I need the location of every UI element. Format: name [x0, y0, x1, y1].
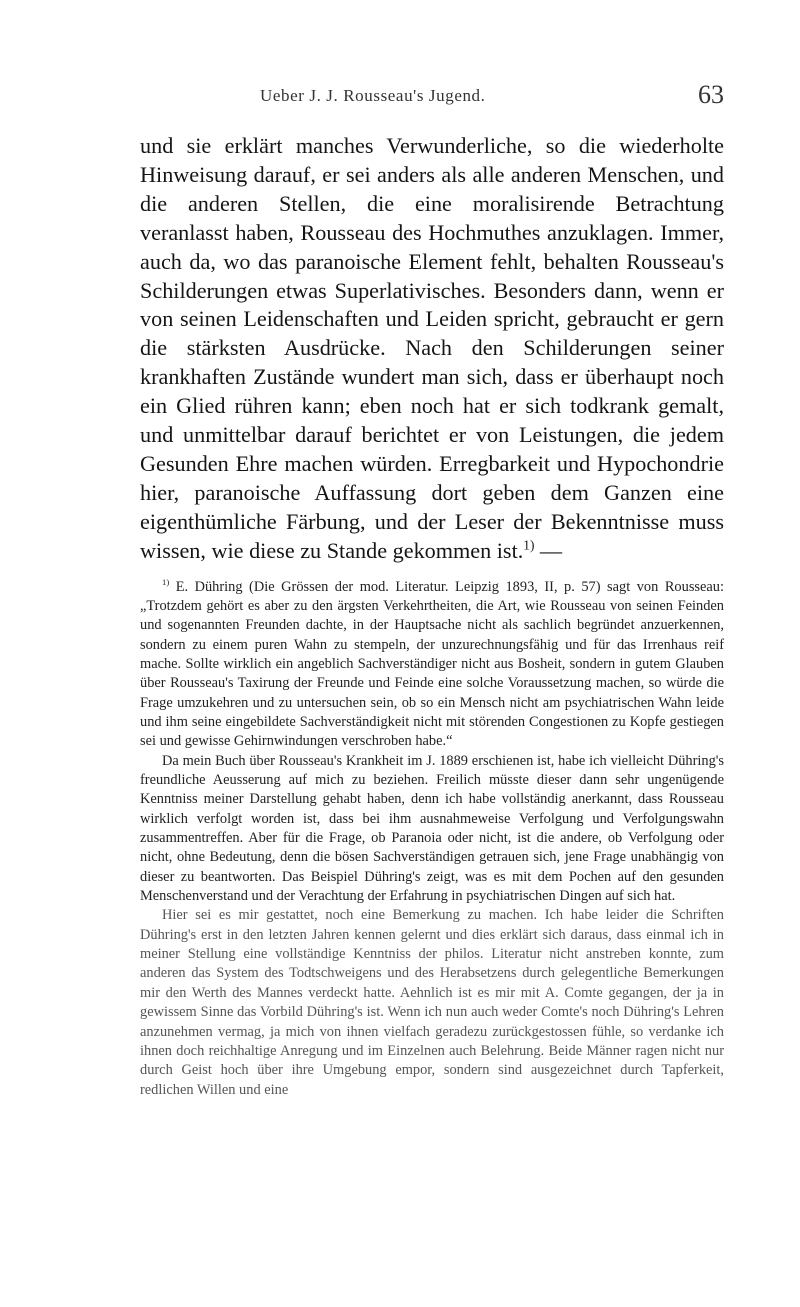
footnote-marker: 1) — [162, 576, 170, 587]
page-number: 63 — [698, 80, 724, 109]
footnote-1 — [140, 578, 724, 752]
main-paragraph — [140, 132, 724, 566]
running-title: Ueber J. J. Rousseau's Jugend. — [260, 86, 486, 105]
footnote-1-text: E. Dühring (Die Grössen der mod. Literatur. Leipzig 1893, II, p. 57) sagt von Rousseau: „Trotzdem gehört es aber zu den ärgsten Verkehrtheiten, die Art, wie Rousseau von seinen Feinden und sogenannten Freunden dachte, in der Hauptsache nicht als sachlich begründet anzuerkennen, sondern zu einem puren Wahn zu stempeln, der unzurechnungsfähig und für das Irrenhaus reif mache. Sollte wirklich ein angeblich Sachverständiger nicht aus Bosheit, sondern in gutem Glauben über Rousseau's Taxirung der Freunde und Feinde eine solche Voraussetzung machen, so würde die Frage umzukehren und zu untersuchen sein, ob so ein Mensch nicht am psychiatrischen Wahn leide und ihm seine eingebildete Sachverständigkeit nicht mit störenden Congestionen zu Kopfe gestiegen sei und gewisse Gehirnwindungen verschroben habe.“ — [140, 578, 724, 750]
main-paragraph-text: und sie erklärt manches Verwunderliche, so die wiederholte Hinweisung darauf, er sei anders als alle anderen Menschen, und die anderen Stellen, die eine moralisirende Betrachtung veranlasst haben, Rousseau des Hochmuthes anzuklagen. Immer, auch da, wo das paranoische Element fehlt, behalten Rousseau's Schilderungen etwas Superlativisches. Besonders dann, wenn er von seinen Leidenschaften und Leiden spricht, gebraucht er gern die stärksten Ausdrücke. Nach den Schilderungen seiner krankhaften Zustände wundert man sich, dass er überhaupt noch ein Glied rühren kann; eben noch hat er sich todkrank gemalt, und unmittelbar darauf berichtet er von Leistungen, die jedem Gesunden Ehre machen würden. Erregbarkeit und Hypochondrie hier, paranoische Auffassung dort geben dem Ganzen eine eigenthümliche Färbung, und der Leser der Bekenntnisse muss wissen, wie diese zu Stande gekommen ist. — [140, 133, 724, 563]
footnote-reference: 1) — [523, 537, 535, 553]
footnote-paragraph-3: Hier sei es mir gestattet, noch eine Bemerkung zu machen. Ich habe leider die Schriften Dühring's erst in den letzten Jahren kennen gelernt und dies erklärt sich daraus, dass einmal ich in meiner Stellung eine vollständige Kenntniss der philos. Literatur nicht anstreben konnte, zum anderen das System des Todtschweigens und des Herabsetzens durch gelegentliche Bemerkungen mir den Werth des Mannes verdeckt hatte. Aehnlich ist es mir mit A. Comte gegangen, der ja in gewissem Sinne das Vorbild Dühring's ist. Wenn ich nun auch weder Comte's noch Dühring's Lehren anzunehmen vermag, ja mich von ihnen vielfach geradezu zurückgestossen fühle, so verdanke ich ihnen doch reichhaltige Anregung und im Einzelnen auch Belehrung. Beide Männer ragen nicht nur durch Geist hoch über ihre Umgebung empor, sondern sind ausgezeichnet durch Tapferkeit, redlichen Willen und eine — [140, 907, 724, 1098]
running-head — [140, 80, 724, 126]
main-paragraph-tail: — — [534, 537, 563, 563]
footnote-paragraph-2: Da mein Buch über Rousseau's Krankheit im J. 1889 erschienen ist, habe ich vielleicht Dühring's freundliche Aeusserung auf mich zu beziehen. Freilich müsste dieser dann sehr ungenügende Kenntniss meiner Darstellung gehabt haben, denn ich habe vollständig anerkannt, dass Rousseau wirklich verfolgt worden ist, dass bei ihm ausnahmeweise Verfolgung und Verfolgungswahn zusammentreffen. Aber für die Frage, ob Paranoia oder nicht, ist die andere, ob Verfolgung oder nicht, ohne Bedeutung, denn die bösen Sachverständigen getrauen sich, jene Frage unabhängig von dieser zu beantworten. Das Beispiel Dühring's zeigt, was es mit dem Pochen auf den gesunden Menschenverstand und der Verachtung der Erfahrung in psychiatrischen Dingen auf sich hat. — [140, 752, 724, 905]
